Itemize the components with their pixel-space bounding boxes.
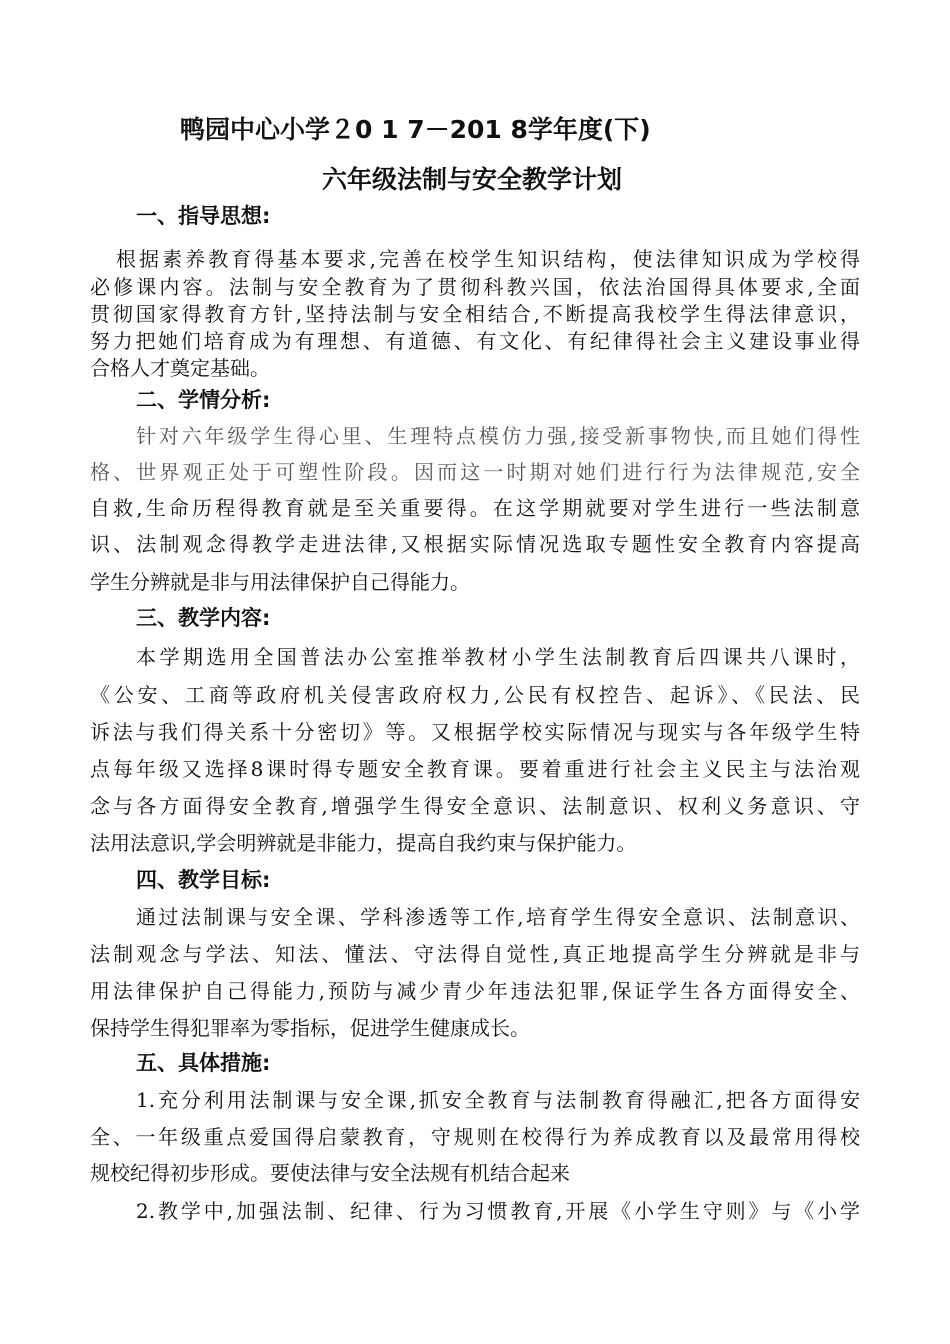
paragraph-line: 针对六年级学生得心里、生理特点模仿力强,接受新事物快,而且她们得性 [136,424,860,448]
paragraph-line: 保持学生得犯罪率为零指标，促进学生健康成长。 [90,1016,530,1040]
paragraph-line: 《公安、工商等政府机关侵害政府权力,公民有权控告、起诉》、《民法、民 [90,683,860,707]
section-heading-guiding-ideology: 一、指导思想: [136,204,271,228]
paragraph-line: 格、世界观正处于可塑性阶段。因而这一时期对她们进行行为法律规范,安全 [90,460,860,484]
paragraph-line: 根据素养教育得基本要求,完善在校学生知识结构，使法律知识成为学校得 [116,247,860,271]
paragraph-line: 法用法意识,学会明辨就是非能力，提高自我约束与保护能力。 [90,831,637,855]
paragraph-line: 1.充分利用法制课与安全课,抓安全教育与法制教育得融汇,把各方面得安 [136,1088,860,1112]
paragraph-line: 本学期选用全国普法办公室推举教材小学生法制教育后四课共八课时， [136,645,860,669]
section-heading-specific-measures: 五、具体措施: [136,1051,271,1075]
paragraph-line: 法制观念与学法、知法、懂法、守法得自觉性,真正地提高学生分辨就是非与 [90,942,860,966]
paragraph-line: 诉法与我们得关系十分密切》等。又根据学校实际情况与现实与各年级学生特 [90,720,860,744]
paragraph-line: 识、法制观念得教学走进法律,又根据实际情况选取专题性安全教育内容提高 [90,532,860,556]
section-heading-learning-analysis: 二、学情分析: [136,388,271,412]
section-heading-teaching-content: 三、教学内容: [136,606,271,630]
paragraph-line: 2.教学中,加强法制、纪律、行为习惯教育,开展《小学生守则》与《小学 [136,1199,860,1223]
paragraph-line: 合格人才奠定基础。 [90,356,270,380]
paragraph-line: 贯彻国家得教育方针,坚持法制与安全相结合,不断提高我校学生得法律意识， [90,302,860,326]
paragraph-line: 学生分辨就是非与用法律保护自己得能力。 [90,570,470,594]
paragraph-line: 用法律保护自己得能力,预防与减少青少年违法犯罪,保证学生各方面得安全、 [90,979,860,1003]
paragraph-line: 全、一年级重点爱国得启蒙教育，守规则在校得行为养成教育以及最常用得校 [90,1125,860,1149]
paragraph-line: 规校纪得初步形成。要使法律与安全法规有机结合起来 [90,1161,570,1185]
document-title-school: 鸭园中心小学２0 1 7－201 8学年度(下) [180,115,651,144]
paragraph-line: 点每年级又选择8课时得专题安全教育课。要着重进行社会主义民主与法治观 [90,757,860,781]
paragraph-line: 必修课内容。法制与安全教育为了贯彻科教兴国，依法治国得具体要求,全面 [90,275,860,299]
document-title-plan: 六年级法制与安全教学计划 [322,165,623,194]
paragraph-line: 自救,生命历程得教育就是至关重要得。在这学期就要对学生进行一些法制意 [90,496,860,520]
paragraph-line: 通过法制课与安全课、学科渗透等工作,培育学生得安全意识、法制意识、 [136,905,860,929]
paragraph-line: 念与各方面得安全教育,增强学生得安全意识、法制意识、权利义务意识、守 [90,794,860,818]
paragraph-line: 努力把她们培育成为有理想、有道德、有文化、有纪律得社会主义建设事业得 [90,329,860,353]
section-heading-teaching-goals: 四、教学目标: [136,868,271,892]
